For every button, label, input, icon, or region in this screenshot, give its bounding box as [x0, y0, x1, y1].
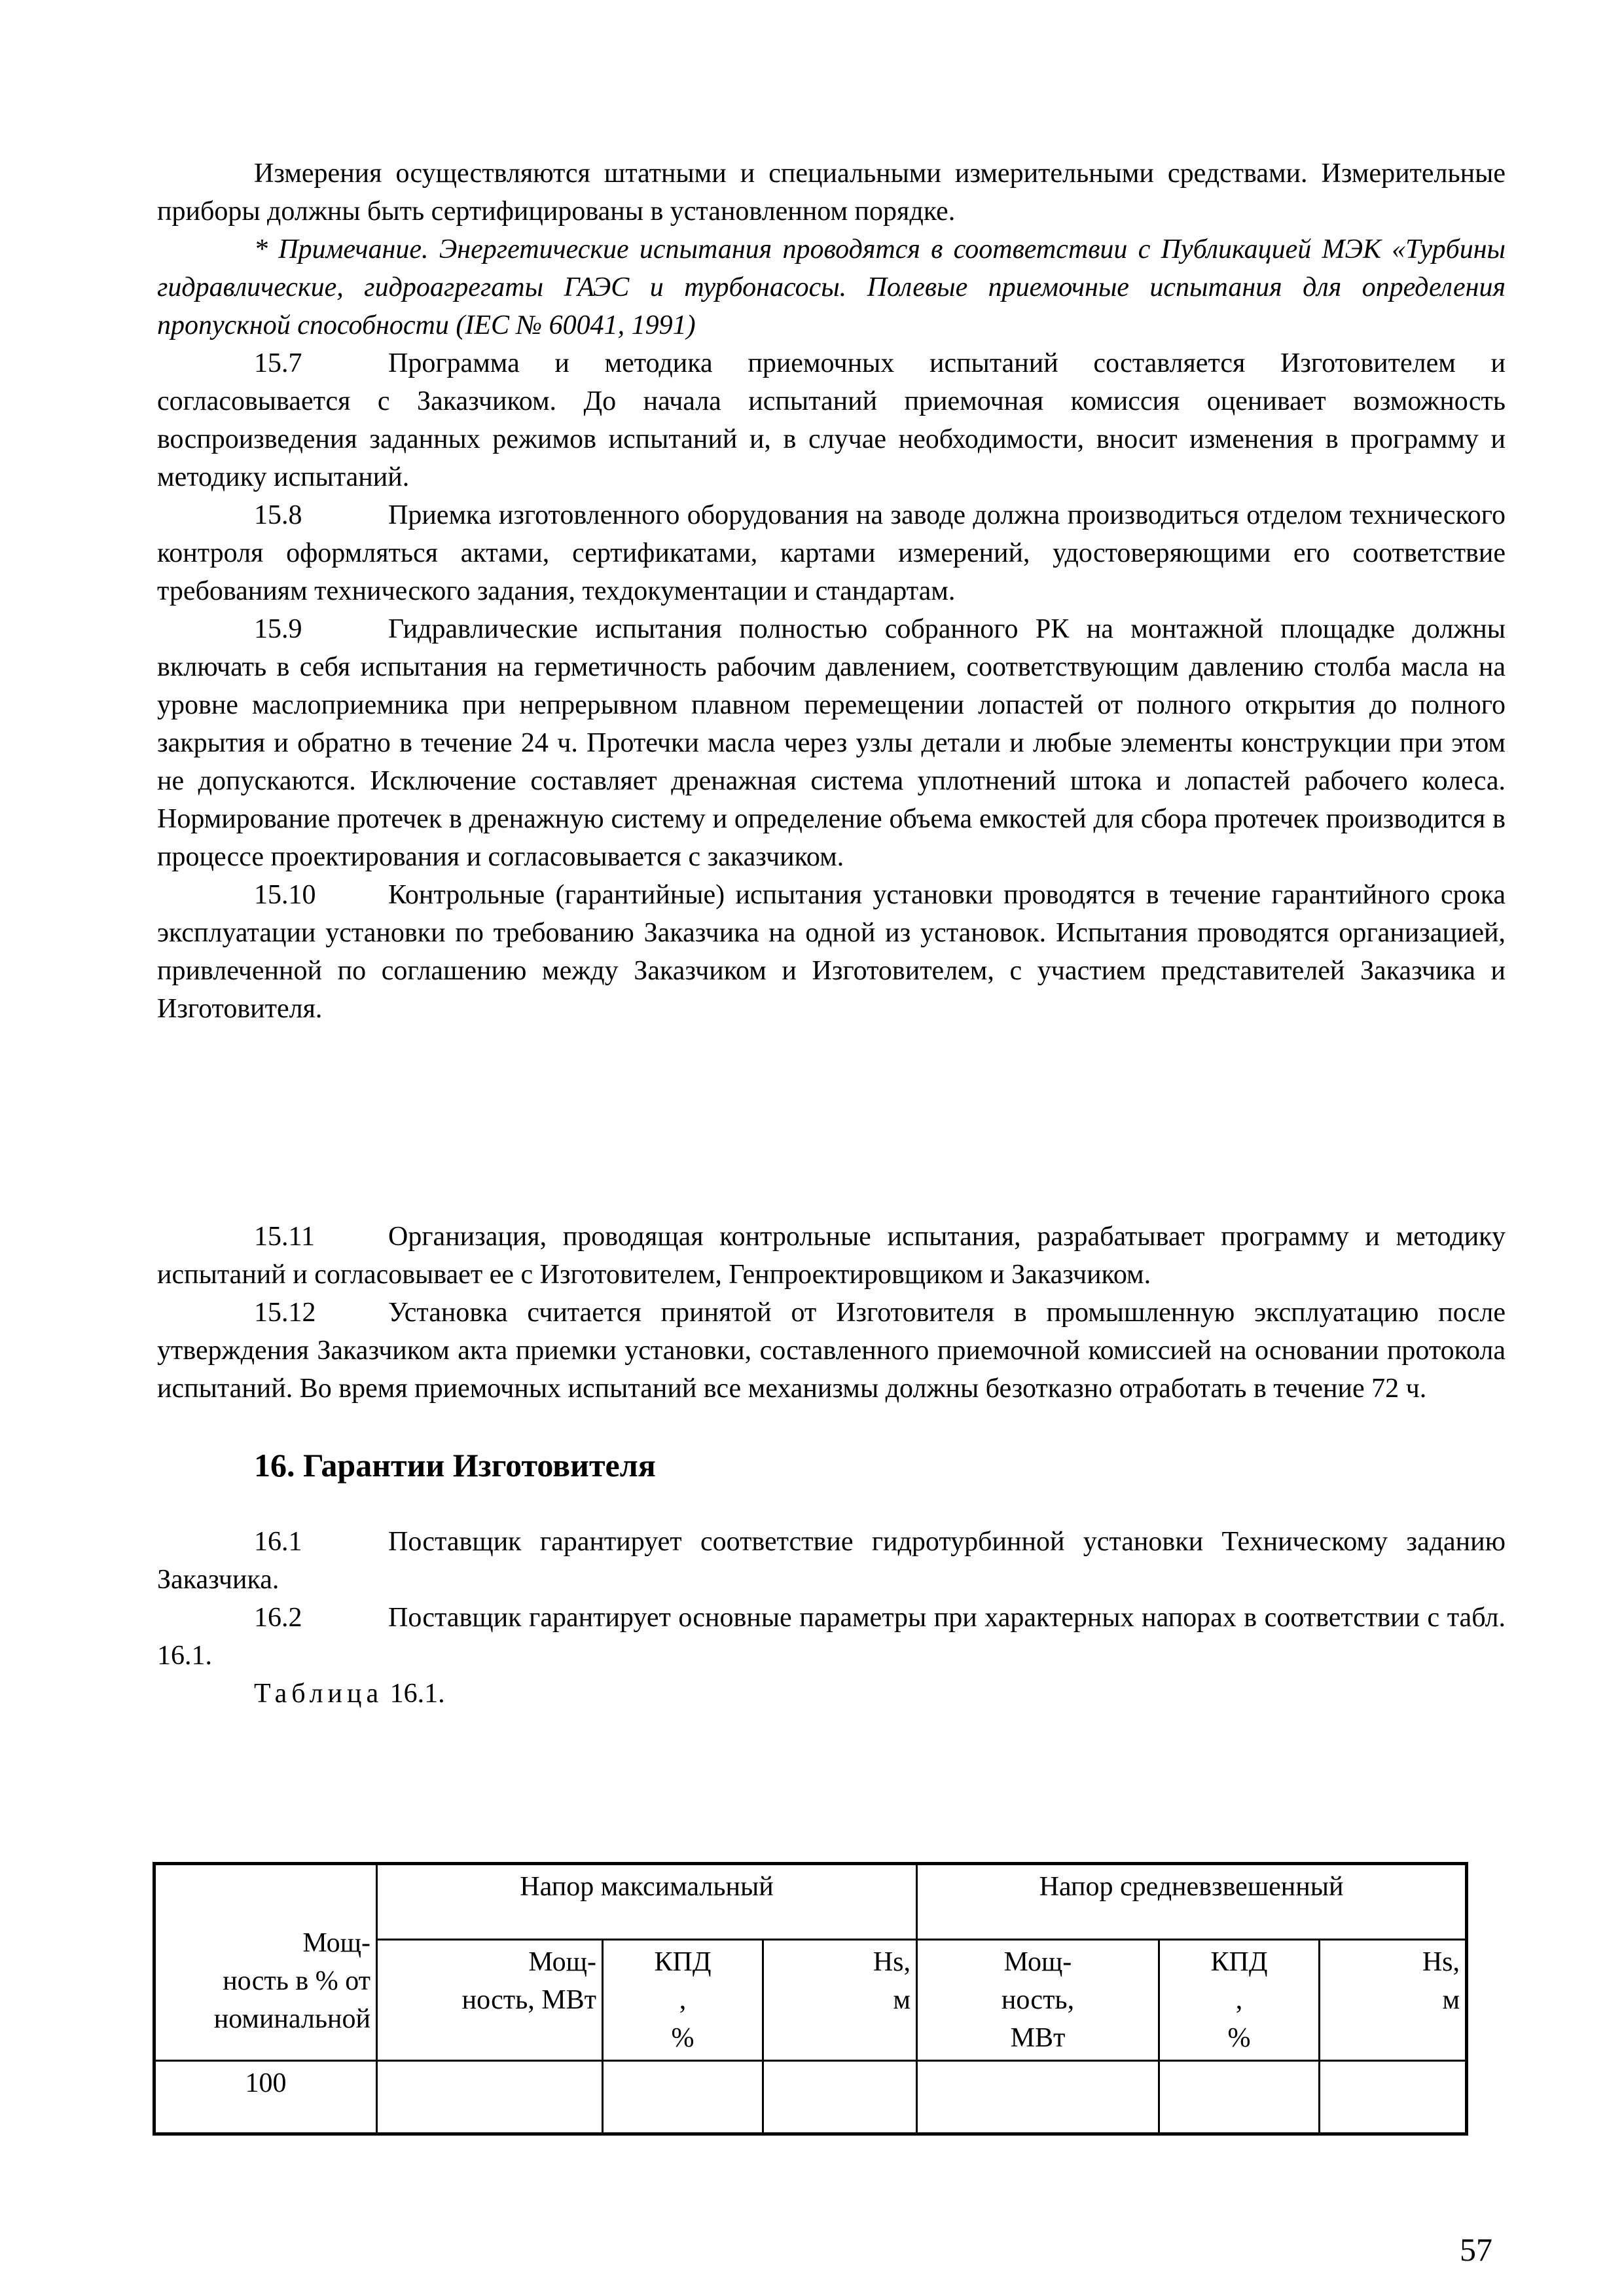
table-caption [157, 1675, 1506, 1713]
parameters-table [153, 1862, 1468, 2136]
col-header-power-2: Мощ- ность, МВт [917, 1940, 1159, 2061]
col-header-hs-2: Hs, м [1320, 1940, 1467, 2061]
clause-number: 15.8 [254, 500, 302, 530]
table-cell [1159, 2061, 1320, 2134]
clause-15-11 [157, 1218, 1506, 1294]
col-header-efficiency-2: КПД , % [1159, 1940, 1320, 2061]
clause-16-2 [157, 1599, 1506, 1675]
clause-16-1 [157, 1523, 1506, 1599]
section-heading-16: 16. Гарантии Изготовителя [254, 1447, 656, 1484]
col-header-power: Мощ- ность, МВт [377, 1940, 603, 2061]
col-header-efficiency: КПД , % [603, 1940, 763, 2061]
table-cell [1320, 2061, 1467, 2134]
clause-number: 15.10 [254, 880, 316, 910]
clause-number: 16.1 [254, 1527, 302, 1557]
clause-15-9 [157, 610, 1506, 876]
table-caption-number: 16.1. [383, 1679, 445, 1709]
table-cell [917, 2061, 1159, 2134]
page-number: 57 [1460, 2231, 1492, 2268]
group-header-weighted-head: Напор средневзвешенный [917, 1864, 1467, 1940]
table-cell [763, 2061, 917, 2134]
clause-text: Организация, проводящая контрольные испытания, разрабатывает программу и методику испытаний и согласовывает ее с Изготовителем, Генпроектировщиком и Заказчиком. [157, 1222, 1506, 1290]
row-header-power-percent: Мощ- ность в % от номинальной [154, 1864, 377, 2061]
blank-gap [157, 1028, 1506, 1218]
col-header-hs: Hs, м [763, 1940, 917, 2061]
cell-power-percent: 100 [154, 2061, 377, 2134]
clause-number: 15.9 [254, 614, 302, 644]
clause-number: 15.12 [254, 1298, 316, 1328]
clause-text: Программа и методика приемочных испытаний составляется Изготовителем и согласовывается с Заказчиком. До начала испытаний приемочная комиссия оценивает возможность воспроизведения заданных режимов испытаний и, в случае необходимости, вносит изменения в программу и методику испытаний. [157, 348, 1506, 492]
group-header-max-head: Напор максимальный [377, 1864, 917, 1940]
table-caption-label: Таблица [254, 1679, 384, 1709]
clause-text: Контрольные (гарантийные) испытания установки проводятся в течение гарантийного срока эксплуатации установки по требованию Заказчика на одной из установок. Испытания проводятся организацией, привлеченной по соглашению между Заказчиком и Изготовителем, с участием представителей Заказчика и Изготовителя. [157, 880, 1506, 1024]
clause-number: 16.2 [254, 1603, 302, 1633]
clause-15-12 [157, 1294, 1506, 1408]
table-row [154, 2061, 1467, 2134]
clause-15-7 [157, 344, 1506, 496]
paragraph-measurements: Измерения осуществляются штатными и специальными измерительными средствами. Измерительные приборы должны быть сертифицированы в установленном порядке. [157, 158, 1506, 227]
clause-text: Приемка изготовленного оборудования на заводе должна производиться отделом технического контроля оформляться актами, сертификатами, картами измерений, удостоверяющими его соответствие требованиям технического задания, техдокументации и стандартам. [157, 500, 1506, 606]
clause-15-10 [157, 876, 1506, 1028]
paragraph-note: * Примечание. Энергетические испытания проводятся в соответствии с Публикацией МЭК «Турбины гидравлические, гидроагрегаты ГАЭС и турбонасосы. Полевые приемочные испытания для определения пропускной способности (IEC № 60041, 1991) [157, 234, 1506, 340]
clause-15-8 [157, 496, 1506, 610]
clause-text: Установка считается принятой от Изготовителя в промышленную эксплуатацию после утверждения Заказчиком акта приемки установки, составленного приемочной комиссией на основании протокола испытаний. Во время приемочных испытаний все механизмы должны безотказно отработать в течение 72 ч. [157, 1298, 1506, 1404]
clause-text: Гидравлические испытания полностью собранного РК на монтажной площадке должны включать в себя испытания на герметичность рабочим давлением, соответствующим давлению столба масла на уровне маслоприемника при непрерывном плавном перемещении лопастей от полного открытия до полного закрытия и обратно в течение 24 ч. Протечки масла через узлы детали и любые элементы конструкции при этом не допускаются. Исключение составляет дренажная система уплотнений штока и лопастей рабочего колеса. Нормирование протечек в дренажную систему и определение объема емкостей для сбора протечек производится в процессе проектирования и согласовывается с заказчиком. [157, 614, 1506, 872]
clause-text: Поставщик гарантирует соответствие гидротурбинной установки Техническому заданию Заказчика. [157, 1527, 1506, 1595]
table-cell [603, 2061, 763, 2134]
clause-number: 15.11 [254, 1222, 315, 1252]
document-body [157, 155, 1506, 1713]
clause-number: 15.7 [254, 348, 302, 378]
table-cell [377, 2061, 603, 2134]
clause-text: Поставщик гарантирует основные параметры при характерных напорах в соответствии с табл. 16.1. [157, 1603, 1506, 1671]
